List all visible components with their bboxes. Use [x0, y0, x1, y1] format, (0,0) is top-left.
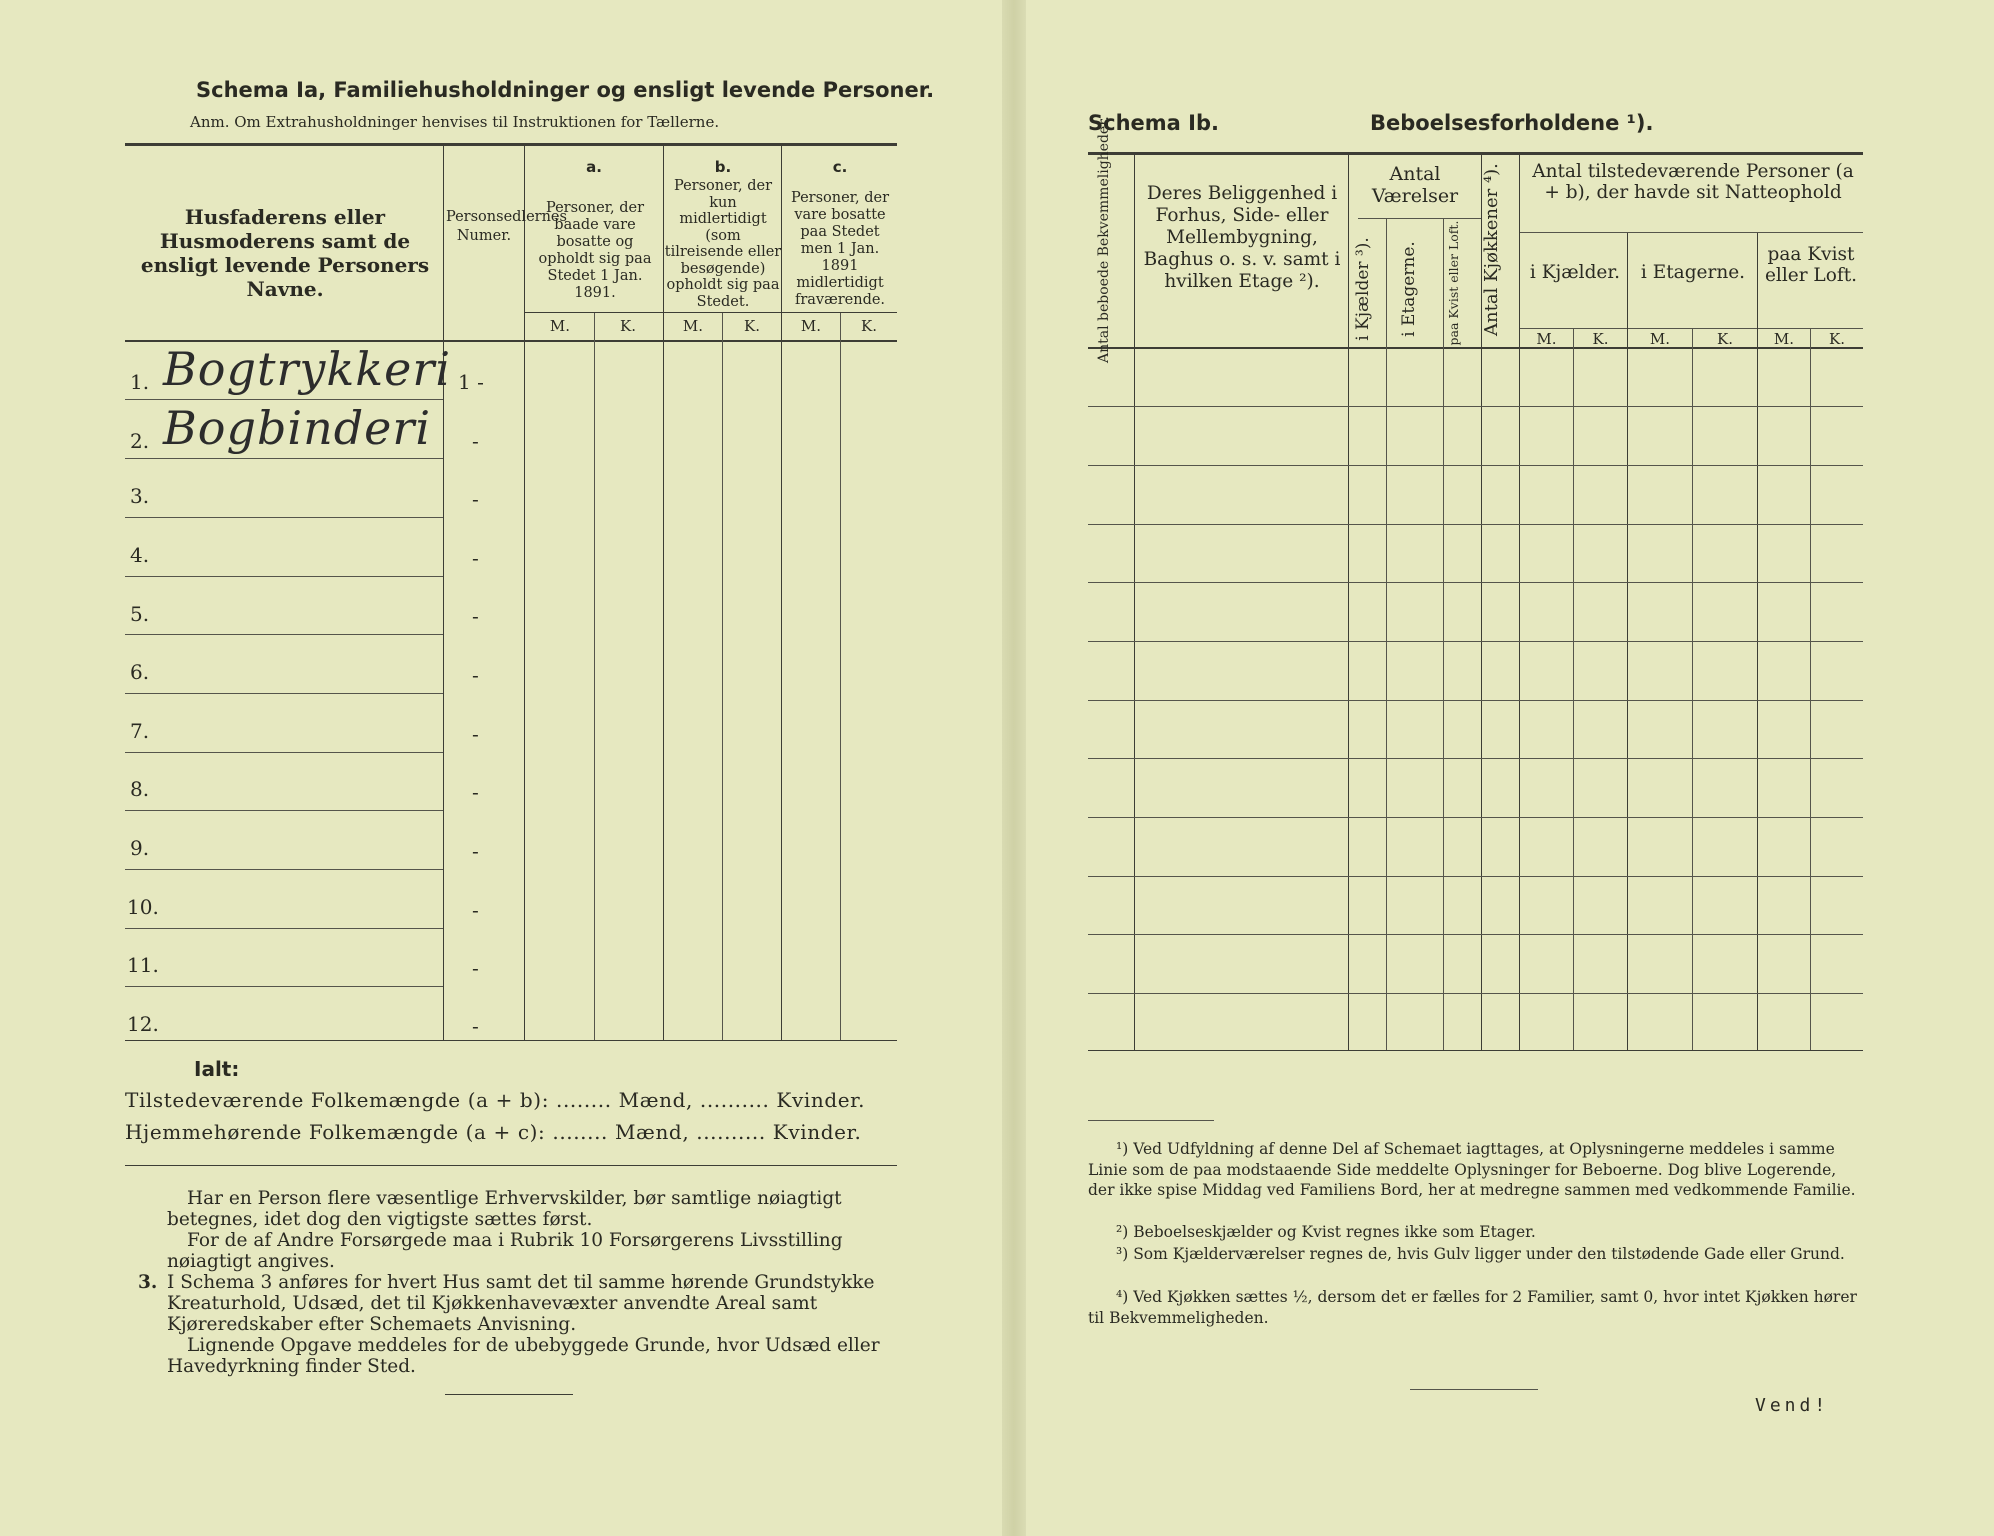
row-person-num: - — [472, 780, 479, 804]
col-divider — [1348, 154, 1349, 1050]
col-name-header: Husfaderens eller Husmoderens samt de ensligt levende Personers Navne. — [140, 205, 430, 301]
row-number: 11. — [127, 953, 159, 977]
instruction-1: Har en Person flere væsentlige Erhvervskilder, bør samtlige nøiagtigt betegnes, idet dog den vigtigste sættes først. — [167, 1188, 842, 1230]
row-rule — [1088, 993, 1863, 994]
row-number: 12. — [127, 1012, 159, 1036]
col-rooms-cellar-header: i Kjælder ³). — [1353, 237, 1373, 341]
row-number: 10. — [127, 895, 159, 919]
col-c-header: Personer, der vare bosatte paa Stedet men 1 Jan. 1891 midlertidigt fraværende. — [790, 190, 890, 308]
row-number: 9. — [130, 836, 150, 860]
totals-bottom-rule — [125, 1165, 897, 1166]
mk-label: M. — [800, 317, 822, 335]
table-bottom-rule — [1088, 1050, 1863, 1051]
ialt-label: Ialt: — [194, 1057, 240, 1081]
col-c-letter: c. — [832, 158, 848, 176]
col-rooms-attic-header: paa Kvist eller Loft. — [1446, 220, 1461, 346]
row-person-num: - — [472, 839, 479, 863]
mk-label: K. — [1717, 330, 1733, 348]
mk-label: M. — [549, 317, 571, 335]
col-divider — [1692, 329, 1693, 1050]
col-dwellings-header: Antal beboede Bekvemmeligheder. — [1096, 116, 1112, 363]
col-b-header: Personer, der kun midlertidigt (som tilreisende eller besøgende) opholdt sig paa Stedet. — [664, 178, 782, 310]
row-person-num: - — [472, 663, 479, 687]
row-person-num: 1 - — [458, 370, 484, 394]
row-number: 6. — [130, 660, 150, 684]
footnote-2: ²) Beboelseskjælder og Kvist regnes ikke som Etager. — [1116, 1223, 1536, 1241]
row-rule — [1088, 758, 1863, 759]
schema-ib-subtitle: Beboelsesforholdene ¹). — [1370, 111, 1654, 135]
col-kitchens-header: Antal Kjøkkener ⁴). — [1481, 163, 1502, 336]
instruction-3-number: 3. — [138, 1272, 158, 1293]
row-person-num: - — [472, 1014, 479, 1038]
mk-label: K. — [620, 317, 636, 335]
col-persons-cellar-header: i Kjælder. — [1529, 262, 1621, 283]
footnote-1: ¹) Ved Udfyldning af denne Del af Schemaet iagttages, at Oplysningerne meddeles i samme Linie som de paa modstaaende Side meddelte Oplysninger for Beboerne. Dog blive Logerende, der ikke spise Middag ved Familiens Bord, her at medregne sammen med vedkommende Familie. — [1088, 1140, 1856, 1199]
col-divider — [1573, 329, 1574, 1050]
col-persons-floors-header: i Etagerne. — [1640, 262, 1746, 283]
row-rule — [1088, 641, 1863, 642]
row-rule — [125, 986, 443, 987]
mk-label: K. — [1592, 330, 1609, 348]
row-person-num: - — [472, 956, 479, 980]
mk-label: M. — [1773, 330, 1795, 348]
row-person-num: - — [472, 546, 479, 570]
total-resident: Hjemmehørende Folkemængde (a + c): ........ Mænd, .......... Kvinder. — [125, 1120, 862, 1144]
row-person-num: - — [472, 898, 479, 922]
footnote-separator — [1088, 1120, 1214, 1121]
mk-label: K. — [861, 317, 877, 335]
end-rule — [1410, 1389, 1538, 1390]
mk-label: K. — [1829, 330, 1845, 348]
row-rule — [125, 576, 443, 577]
row-number: 8. — [130, 777, 150, 801]
row-rule — [1088, 524, 1863, 525]
mk-rule — [524, 312, 897, 313]
mk-label: M. — [682, 317, 704, 335]
col-rooms-group-header: Antal Værelser — [1371, 163, 1459, 207]
row-number: 4. — [130, 543, 150, 567]
row-rule — [1088, 934, 1863, 935]
instruction-4: Lignende Opgave meddeles for de ubebyggede Grunde, hvor Udsæd eller Havedyrkning finder Sted. — [167, 1335, 880, 1377]
row-rule — [1088, 465, 1863, 466]
row-rule — [125, 399, 443, 400]
col-persons-attic-header: paa Kvist eller Loft. — [1764, 244, 1858, 286]
page-fold — [1002, 0, 1026, 1536]
instruction-2: For de af Andre Forsørgede maa i Rubrik 10 Forsørgerens Livsstilling nøiagtigt angives. — [167, 1230, 843, 1272]
row-person-num: - — [472, 604, 479, 628]
col-location-header: Deres Beliggenhed i Forhus, Side- eller Mellembygning, Baghus o. s. v. samt i hvilken Etage ²). — [1143, 183, 1341, 292]
persons-group-rule — [1520, 232, 1863, 233]
row-name-handwritten: Bogtrykkeri — [163, 342, 452, 396]
col-divider — [840, 313, 841, 1040]
col-divider — [722, 313, 723, 1040]
row-rule — [125, 810, 443, 811]
mk-label: M. — [1536, 330, 1557, 348]
col-divider — [524, 145, 525, 1040]
table-bottom-rule — [125, 1040, 897, 1041]
col-a-letter: a. — [586, 158, 602, 176]
row-number: 2. — [130, 429, 150, 453]
row-rule — [125, 928, 443, 929]
row-rule — [125, 752, 443, 753]
row-person-num: - — [472, 722, 479, 746]
row-rule — [1088, 700, 1863, 701]
schema-ia-note: Anm. Om Extrahusholdninger henvises til Instruktionen for Tællerne. — [190, 113, 720, 131]
col-divider — [594, 313, 595, 1040]
row-number: 7. — [130, 719, 150, 743]
row-rule — [1088, 582, 1863, 583]
row-rule — [125, 634, 443, 635]
row-rule — [1088, 876, 1863, 877]
col-rooms-floors-header: i Etagerne. — [1399, 241, 1419, 337]
row-rule — [125, 869, 443, 870]
col-divider — [1386, 219, 1387, 1050]
col-divider — [1810, 329, 1811, 1050]
instruction-3: I Schema 3 anføres for hvert Hus samt det til samme hørende Grundstykke Kreaturhold, Udsæd, det til Kjøkkenhavevæxter anvendte Areal samt Kjøreredskaber efter Schemaets Anvisning. — [167, 1272, 875, 1335]
col-persons-group-header: Antal tilstedeværende Personer (a + b), der havde sit Natteophold — [1532, 161, 1854, 203]
col-num-header: Personsedlernes Numer. — [446, 209, 567, 244]
row-name-handwritten: Bogbinderi — [163, 401, 432, 455]
col-divider — [1519, 154, 1520, 1050]
row-rule — [125, 517, 443, 518]
row-rule — [1088, 406, 1863, 407]
total-present: Tilstedeværende Folkemængde (a + b): ........ Mænd, .......... Kvinder. — [125, 1088, 866, 1112]
row-number: 5. — [130, 602, 150, 626]
col-divider — [1443, 219, 1444, 1050]
table-top-rule — [1088, 152, 1863, 155]
turn-over-note: Vend! — [1755, 1395, 1830, 1416]
row-person-num: - — [472, 487, 479, 511]
col-b-letter: b. — [714, 158, 732, 176]
row-rule — [125, 458, 443, 459]
row-number: 3. — [130, 484, 150, 508]
schema-ib-title: Schema Ib. — [1088, 111, 1219, 135]
col-a-header: Personer, der baade vare bosatte og opholdt sig paa Stedet 1 Jan. 1891. — [538, 200, 652, 301]
mk-label: M. — [1649, 330, 1671, 348]
row-number: 1. — [130, 370, 150, 394]
end-rule — [445, 1394, 573, 1395]
footnote-3: ³) Som Kjælderværelser regnes de, hvis Gulv ligger under den tilstødende Gade eller Grund. — [1116, 1245, 1845, 1263]
mk-label: K. — [744, 317, 760, 335]
row-person-num: - — [472, 429, 479, 453]
row-rule — [125, 693, 443, 694]
col-divider — [443, 145, 444, 1040]
schema-ia-title: Schema Ia, Familiehusholdninger og ensligt levende Personer. — [196, 78, 935, 102]
row-rule — [1088, 817, 1863, 818]
footnote-4: ⁴) Ved Kjøkken sættes ½, dersom det er fælles for 2 Familier, samt 0, hvor intet Kjøkken hører til Bekvemmeligheden. — [1088, 1288, 1857, 1327]
